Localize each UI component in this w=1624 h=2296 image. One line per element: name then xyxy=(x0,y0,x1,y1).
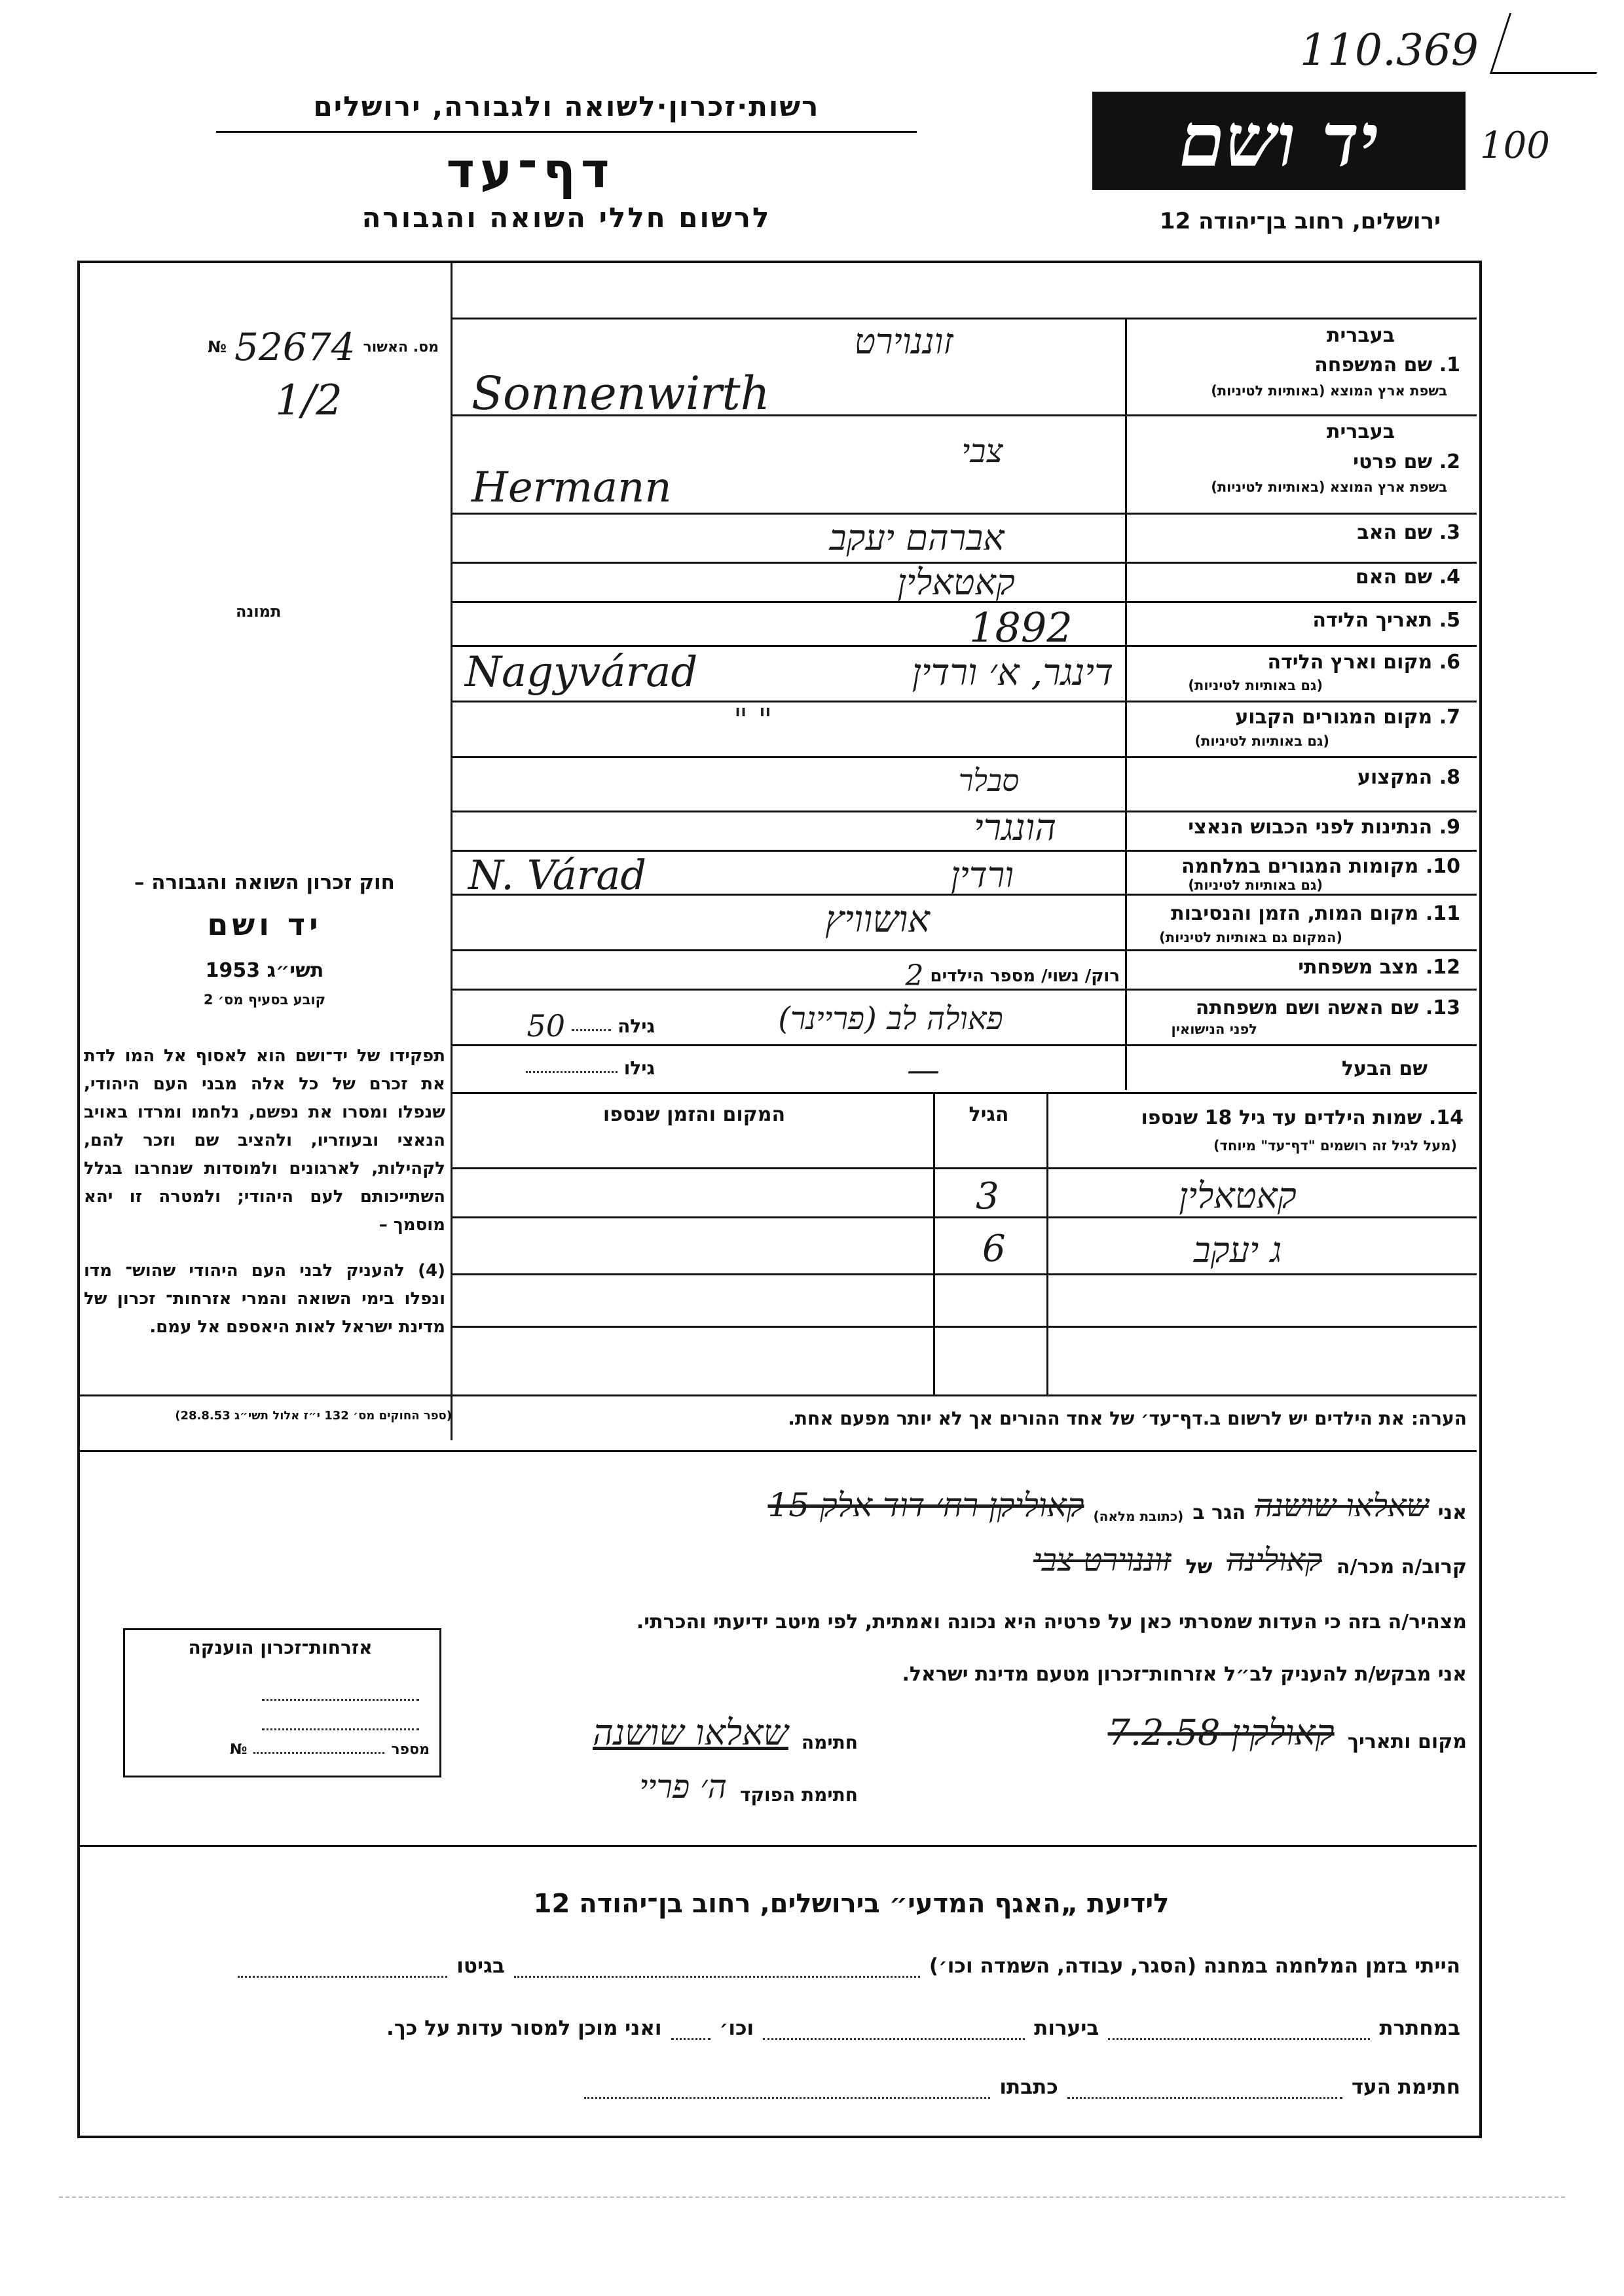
children-row-line xyxy=(452,1326,1477,1328)
citizenship-number-dots xyxy=(253,1745,384,1754)
children-place-header: המקום והזמן שנספו xyxy=(602,1103,786,1126)
field-6-sublabel: (גם באותיות לטיניות) xyxy=(1188,678,1323,693)
relation-value: קאולינה xyxy=(1227,1542,1322,1578)
bottom-willing-label: ואני מוכן למסור עדות על כך. xyxy=(386,2016,662,2040)
field-9-value: הונגרי xyxy=(973,807,1057,849)
field-2-text: שם פרטי xyxy=(1353,450,1433,473)
field-2-label xyxy=(1133,450,1460,473)
field-5-label xyxy=(1133,609,1460,632)
children-row-line xyxy=(452,1273,1477,1275)
approval-field xyxy=(98,327,439,367)
law-section: קובע בסעיף מס׳ 2 xyxy=(203,992,326,1008)
scan-edge-line xyxy=(59,2196,1565,2198)
bottom-address-dots xyxy=(584,2089,990,2099)
children-row-line xyxy=(452,1216,1477,1218)
approval-fraction: 1/2 xyxy=(275,376,342,425)
bottom-etc-label: וכו׳ xyxy=(719,2016,754,2040)
label-column-divider xyxy=(1125,318,1127,1090)
declaration-i: אני xyxy=(1437,1501,1467,1524)
row-line xyxy=(452,756,1477,758)
children-sublabel: (מעל לגיל זה רושמים "דף־עד" מיוחד) xyxy=(1213,1138,1457,1154)
margin-number: 100 xyxy=(1480,124,1550,167)
field-7-text: מקום המגורים הקבוע xyxy=(1235,706,1433,729)
declaration-line-1 xyxy=(393,1486,1467,1524)
field-13-number: 13. xyxy=(1425,996,1460,1019)
field-6-text: מקום וארץ הלידה xyxy=(1267,651,1433,674)
child-2-name: ג יעקב xyxy=(1193,1230,1282,1271)
declarant-name: שאלאו שושנה xyxy=(1255,1487,1429,1524)
field-12-text: מצב משפחתי xyxy=(1298,956,1419,979)
field-5-text: תאריך הלידה xyxy=(1312,609,1433,632)
child-1-name: קאטאלין xyxy=(1179,1175,1297,1216)
field-2-value-latin: Hermann xyxy=(471,464,672,512)
field-10-value-hebrew: ורדין xyxy=(950,854,1014,896)
bottom-forests-dots xyxy=(763,2030,1025,2040)
field-11-value: אושוויץ xyxy=(824,898,931,941)
law-year: תשי״ג 1953 xyxy=(205,959,324,982)
field-8-label xyxy=(1133,766,1460,789)
relation-victim-name: זוננוירט צבי xyxy=(1033,1542,1172,1578)
officer-signature-value: ה׳ פריי xyxy=(639,1768,727,1806)
children-header-line xyxy=(452,1167,1477,1169)
husband-age xyxy=(458,1057,655,1079)
declaration-line-2 xyxy=(471,1542,1467,1578)
row-line xyxy=(452,645,1477,647)
form-title: דף־עד xyxy=(446,143,615,199)
bottom-line-2 xyxy=(98,2016,1460,2040)
children-age-header: הגיל xyxy=(969,1103,1009,1126)
field-10-text: מקומות המגורים במלחמה xyxy=(1181,855,1419,878)
field-5-value: 1892 xyxy=(969,604,1073,651)
field-7-value: " " xyxy=(733,702,773,738)
row-line xyxy=(452,1092,1477,1094)
field-4-value: קאטאלין xyxy=(897,562,1015,603)
bottom-line-3 xyxy=(98,2075,1460,2099)
field-9-text: הנתינות לפני הכבוש הנאצי xyxy=(1188,816,1433,839)
bottom-camp-dots xyxy=(514,1968,920,1978)
place-date-value: קאולקין 7.2.58 xyxy=(1107,1712,1335,1753)
field-7-sublabel: (גם באותיות לטיניות) xyxy=(1194,733,1329,749)
declaration-request: אני מבקש/ת להעניק לב״ל אזרחות־זכרון מטעם מדינת ישראל. xyxy=(902,1663,1467,1686)
field-7-label xyxy=(1133,706,1460,729)
field-9-number: 9. xyxy=(1439,816,1460,839)
signature-label: חתימה xyxy=(801,1732,858,1753)
field-6-value-latin: Nagyvárad xyxy=(465,648,698,697)
field-5-number: 5. xyxy=(1439,609,1460,632)
field-13-age-dots xyxy=(572,1021,611,1031)
field-10-number: 10. xyxy=(1425,855,1460,878)
approval-label: מס. האשור xyxy=(363,338,439,355)
archive-number: 110.369 xyxy=(1300,25,1479,75)
row-line xyxy=(452,1044,1477,1046)
field-10-value-latin: N. Várad xyxy=(468,851,647,899)
bottom-underground-label: במחתרת xyxy=(1379,2016,1460,2040)
husband-label: שם הבעל xyxy=(1341,1057,1428,1080)
child-2-age: 6 xyxy=(982,1228,1006,1270)
children-number: 14. xyxy=(1428,1106,1464,1129)
declaration-resides: הגר ב xyxy=(1192,1501,1246,1524)
bottom-ghetto-label: בגיטו xyxy=(456,1954,505,1978)
archive-number-mark xyxy=(1490,13,1616,74)
bottom-underground-dots xyxy=(1108,2030,1370,2040)
children-label-text: שמות הילדים עד גיל 18 שנספו xyxy=(1141,1106,1422,1129)
field-2-lang: בעברית xyxy=(1327,420,1395,443)
child-1-age: 3 xyxy=(976,1175,999,1218)
field-3-label xyxy=(1133,521,1460,544)
law-text-1: תפקידו של יד־ושם הוא לאסוף אל המו לדת את זכרם של כל אלה מבני העם היהודי, שנפלו ומסרו את נפשם, נלחמו ומרדו באויב הנאצי ובעוזריו, ולהציב שם וזכר להם, לקהילות, לארגונים ולמוסדות שנחרבו בגלל השתייכותם לעם היהודי; ולמטרה זו יהא מוסמך – xyxy=(84,1046,445,1235)
bottom-line-1 xyxy=(98,1954,1460,1978)
photo-label: תמונה xyxy=(236,602,282,621)
field-3-text: שם האב xyxy=(1357,521,1433,544)
field-13-age-value: 50 xyxy=(526,1008,566,1044)
field-3-number: 3. xyxy=(1439,521,1460,544)
field-6-label xyxy=(1133,651,1460,674)
field-13-age xyxy=(458,1008,655,1044)
citizenship-number-label: מספר xyxy=(391,1741,430,1758)
approval-number: 52674 xyxy=(234,325,356,369)
field-11-label xyxy=(1133,902,1460,925)
header-row-line xyxy=(452,318,1477,319)
place-date-label: מקום ותאריך xyxy=(1347,1730,1467,1753)
field-1-lang: בעברית xyxy=(1327,324,1395,347)
declarant-address: קאוליקן רח׳ דוד אלק 15 xyxy=(767,1486,1084,1524)
officer-signature-row xyxy=(524,1768,858,1806)
field-7-number: 7. xyxy=(1439,706,1460,729)
bottom-title: לידיעת „האגף המדעי״ בירושלים, רחוב בן־יהודה 12 xyxy=(533,1889,1170,1919)
declaration-statement: מצהיר/ה בזה כי העדות שמסרתי כאן על פרטיה היא נכונה ואמתית, לפי מיטב ידיעתי והכרתי. xyxy=(636,1611,1467,1633)
field-1-text: שם המשפחה xyxy=(1314,354,1433,376)
field-13-sublabel: לפני הנישואין xyxy=(1171,1021,1257,1037)
field-9-label xyxy=(1133,816,1460,839)
field-12-inline xyxy=(740,959,1120,993)
relation-of: של xyxy=(1185,1556,1213,1578)
bottom-section-line xyxy=(79,1845,1477,1847)
field-12-inline-label: רוק/ נשוי/ מספר הילדים xyxy=(930,966,1120,986)
field-13-value: פאולה לב (פריינר) xyxy=(778,1000,1003,1037)
field-1-number: 1. xyxy=(1439,354,1460,376)
field-4-text: שם האם xyxy=(1355,566,1433,589)
field-11-number: 11. xyxy=(1425,902,1460,925)
field-11-text: מקום המות, הזמן והנסיבות xyxy=(1171,902,1419,925)
bottom-camp-label: הייתי בזמן המלחמה במחנה (הסגר, עבודה, השמדה וכו׳) xyxy=(929,1954,1460,1978)
husband-age-dots xyxy=(526,1063,618,1073)
children-bottom-line xyxy=(79,1394,1477,1396)
children-note: הערה: את הילדים יש לרשום ב.דף־עד׳ של אחד ההורים אך לא יותר מפעם אחת. xyxy=(788,1408,1467,1429)
husband-age-label: גילו xyxy=(623,1057,655,1079)
law-title: חוק זכרון השואה והגבורה – xyxy=(134,871,395,894)
field-8-number: 8. xyxy=(1439,766,1460,789)
field-12-number: 12. xyxy=(1425,956,1460,979)
field-13-label xyxy=(1133,996,1460,1019)
bottom-witness-sign-label: חתימת העד xyxy=(1351,2075,1460,2099)
field-11-sublabel: (המקום גם באותיות לטיניות) xyxy=(1159,930,1342,945)
field-13-age-label: גילה xyxy=(618,1015,655,1037)
field-10-label xyxy=(1133,855,1460,878)
declaration-address-label: (כתובת מלאה) xyxy=(1093,1508,1184,1524)
bottom-etc-dots xyxy=(671,2030,710,2040)
field-2-value-hebrew: צבי xyxy=(961,432,1003,470)
field-2-sublabel: בשפת ארץ המוצא (באותיות לטיניות) xyxy=(1211,479,1447,495)
husband-value: — xyxy=(907,1051,940,1089)
law-text-2: (4) להעניק לבני העם היהודי שהוש־ מדו ונפלו בימי השואה והמרי אזרחות־ זכרון של מדינת ישראל לאות היאספם אל עמם. xyxy=(84,1261,445,1337)
field-12-value: 2 xyxy=(905,959,924,993)
row-line xyxy=(452,949,1477,951)
field-8-value: סבלר xyxy=(958,763,1020,798)
citizenship-box-line xyxy=(262,1728,419,1730)
law-reference: (ספר החוקים מס׳ 132 י״ז אלול תשי״ג 28.8.53) xyxy=(175,1409,452,1423)
authority-title: רשות·זכרון·לשואה ולגבורה, ירושלים xyxy=(313,90,820,122)
field-1-sublabel: בשפת ארץ המוצא (באותיות לטיניות) xyxy=(1211,383,1447,399)
field-4-label xyxy=(1133,566,1460,589)
field-8-text: המקצוע xyxy=(1357,766,1433,789)
signature-row xyxy=(458,1712,858,1753)
row-line xyxy=(452,513,1477,515)
field-3-value: אברהם יעקב xyxy=(829,517,1005,558)
address: ירושלים, רחוב בן־יהודה 12 xyxy=(1159,208,1441,234)
field-6-value-hebrew: דינגר, א׳ ורדין xyxy=(912,651,1113,694)
note-bottom-line xyxy=(79,1450,1477,1452)
citizenship-number-sign: № xyxy=(229,1741,248,1758)
yad-vashem-logo xyxy=(1092,92,1466,190)
authority-underline xyxy=(216,131,917,133)
logo-text: יד ושם xyxy=(1179,98,1379,183)
field-2-number: 2. xyxy=(1439,450,1460,473)
bottom-ghetto-dots xyxy=(238,1968,447,1978)
bottom-witness-sign-dots xyxy=(1067,2089,1342,2099)
field-4-number: 4. xyxy=(1439,566,1460,589)
relation-label: קרוב/ה מכר/ה xyxy=(1336,1556,1467,1578)
children-label xyxy=(1051,1106,1464,1129)
bottom-forests-label: ביערות xyxy=(1034,2016,1099,2040)
children-name-divider xyxy=(1046,1093,1048,1394)
field-6-number: 6. xyxy=(1439,651,1460,674)
field-10-sublabel: (גם באותיות לטיניות) xyxy=(1188,877,1323,893)
citizenship-box-title: אזרחות־זכרון הוענקה xyxy=(188,1637,373,1658)
form-subtitle: לרשום חללי השואה והגבורה xyxy=(361,202,771,234)
approval-sign: № xyxy=(208,338,227,356)
citizenship-number-row xyxy=(131,1741,430,1758)
field-1-value-latin: Sonnenwirth xyxy=(471,367,770,420)
bottom-address-label: כתבתו xyxy=(999,2075,1058,2099)
field-1-label xyxy=(1133,354,1460,376)
row-line xyxy=(452,701,1477,702)
field-12-label xyxy=(1133,956,1460,979)
field-1-value-hebrew: זוננוירט xyxy=(854,321,953,362)
place-date-row xyxy=(871,1712,1467,1753)
children-age-divider xyxy=(933,1093,935,1394)
officer-signature-label: חתימת הפוקד xyxy=(739,1784,858,1806)
signature-value: שאלאו שושנה xyxy=(593,1712,788,1753)
field-13-text: שם האשה ושם משפחתה xyxy=(1195,996,1419,1019)
citizenship-box-line xyxy=(262,1699,419,1701)
law-name: יד ושם xyxy=(207,907,322,942)
